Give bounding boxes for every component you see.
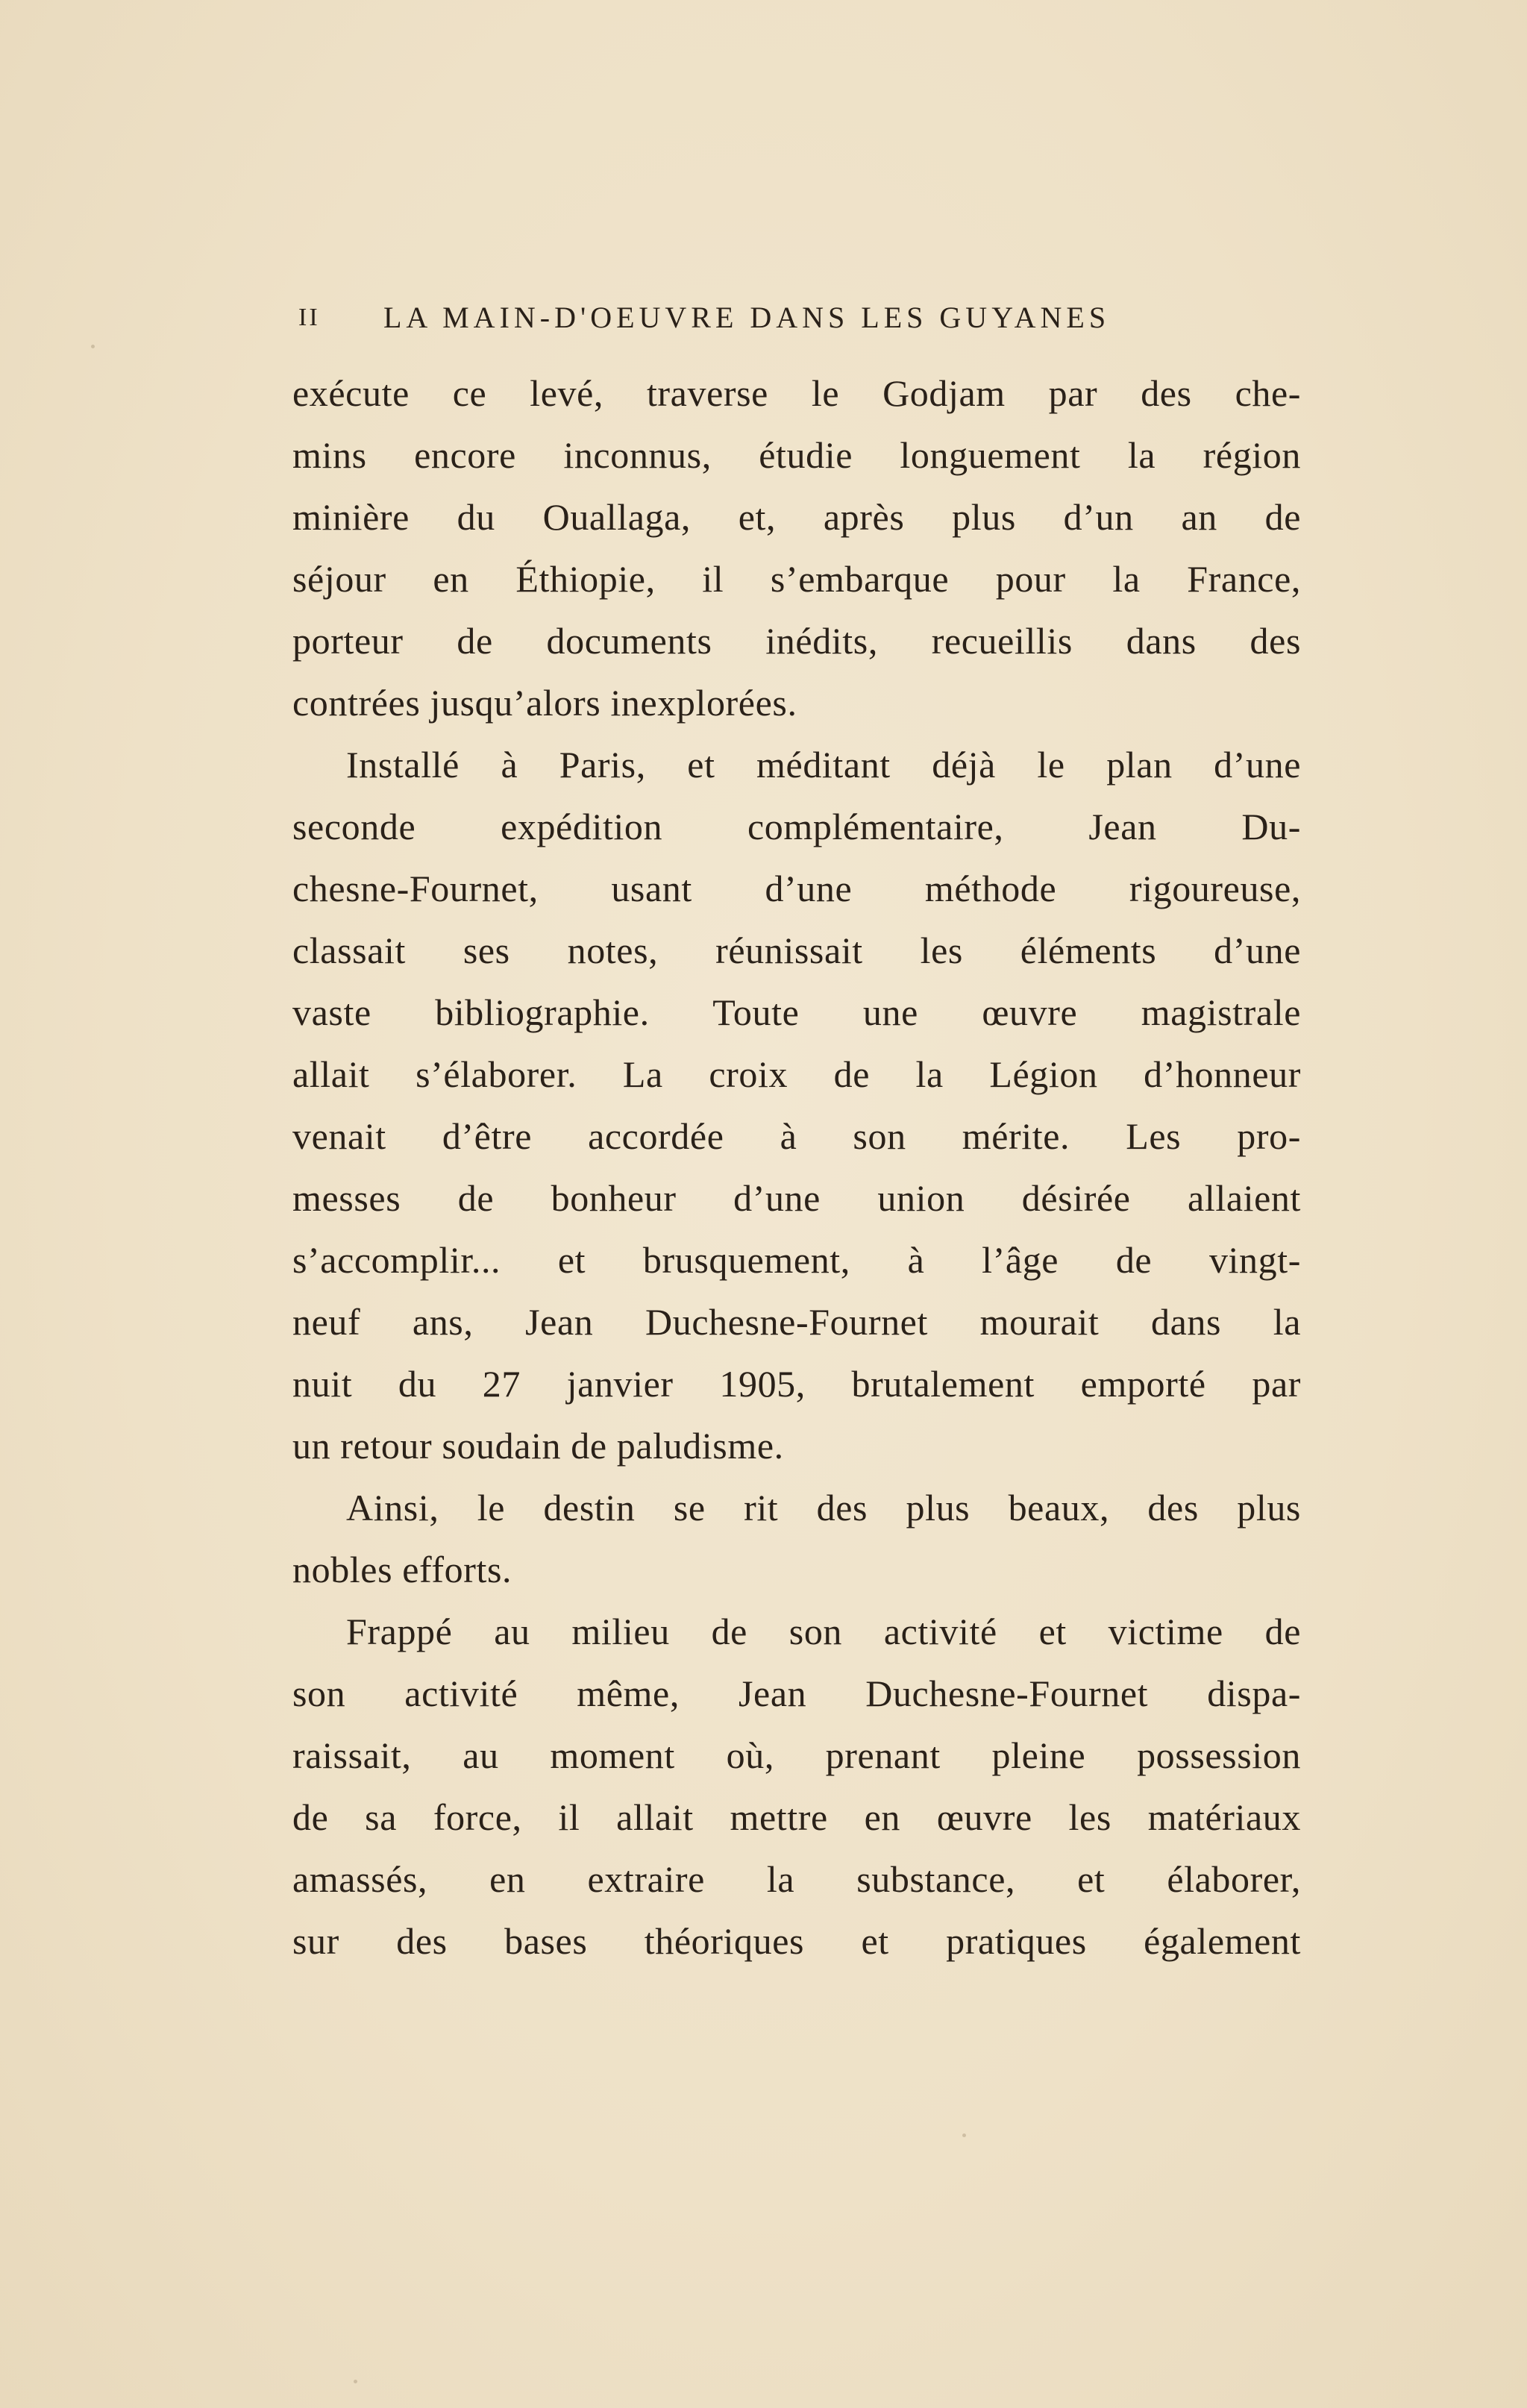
text-line: venait d’être accordée à son mérite. Les pro- [292, 1115, 1301, 1157]
text-line: exécute ce levé, traverse le Godjam par des che- [292, 372, 1301, 414]
text-line: mins encore inconnus, étudie longuement la région [292, 434, 1301, 476]
running-head [295, 295, 1298, 340]
page-number: II [298, 304, 320, 331]
text-line: séjour en Éthiopie, il s’embarque pour la France, [292, 558, 1301, 600]
text-line: neuf ans, Jean Duchesne-Fournet mourait dans la [292, 1301, 1301, 1343]
text-line: Installé à Paris, et méditant déjà le plan d’une [346, 744, 1301, 786]
text-line: sur des bases théoriques et pratiques également [292, 1920, 1301, 1962]
text-line: son activité même, Jean Duchesne-Fournet dispa- [292, 1672, 1301, 1714]
text-line: s’accomplir... et brusquement, à l’âge de vingt- [292, 1239, 1301, 1281]
text-line: porteur de documents inédits, recueillis dans des [292, 620, 1301, 662]
text-line: de sa force, il allait mettre en œuvre les matériaux [292, 1796, 1301, 1838]
text-line: contrées jusqu’alors inexplorées. [292, 682, 797, 724]
running-title: LA MAIN-D'OEUVRE DANS LES GUYANES [383, 301, 1111, 334]
paper-speck [962, 2133, 966, 2137]
text-line: allait s’élaborer. La croix de la Légion d’honneur [292, 1053, 1301, 1095]
text-line: seconde expédition complémentaire, Jean Du- [292, 806, 1301, 847]
text-line: un retour soudain de paludisme. [292, 1425, 784, 1467]
text-line: vaste bibliographie. Toute une œuvre magistrale [292, 991, 1301, 1033]
text-line: raissait, au moment où, prenant pleine possession [292, 1734, 1301, 1776]
text-line: classait ses notes, réunissait les éléments d’une [292, 929, 1301, 971]
paper-speck [354, 2380, 357, 2383]
text-line: Frappé au milieu de son activité et victime de [346, 1611, 1301, 1652]
text-line: nuit du 27 janvier 1905, brutalement emporté par [292, 1363, 1301, 1405]
text-line: nobles efforts. [292, 1549, 512, 1590]
text-line: amassés, en extraire la substance, et élaborer, [292, 1858, 1301, 1900]
text-line: messes de bonheur d’une union désirée allaient [292, 1177, 1301, 1219]
paper-speck [91, 345, 95, 348]
body-text [292, 363, 1301, 1972]
text-line: minière du Ouallaga, et, après plus d’un an de [292, 496, 1301, 538]
text-line: chesne-Fournet, usant d’une méthode rigoureuse, [292, 868, 1301, 909]
text-line: Ainsi, le destin se rit des plus beaux, des plus [346, 1487, 1301, 1528]
